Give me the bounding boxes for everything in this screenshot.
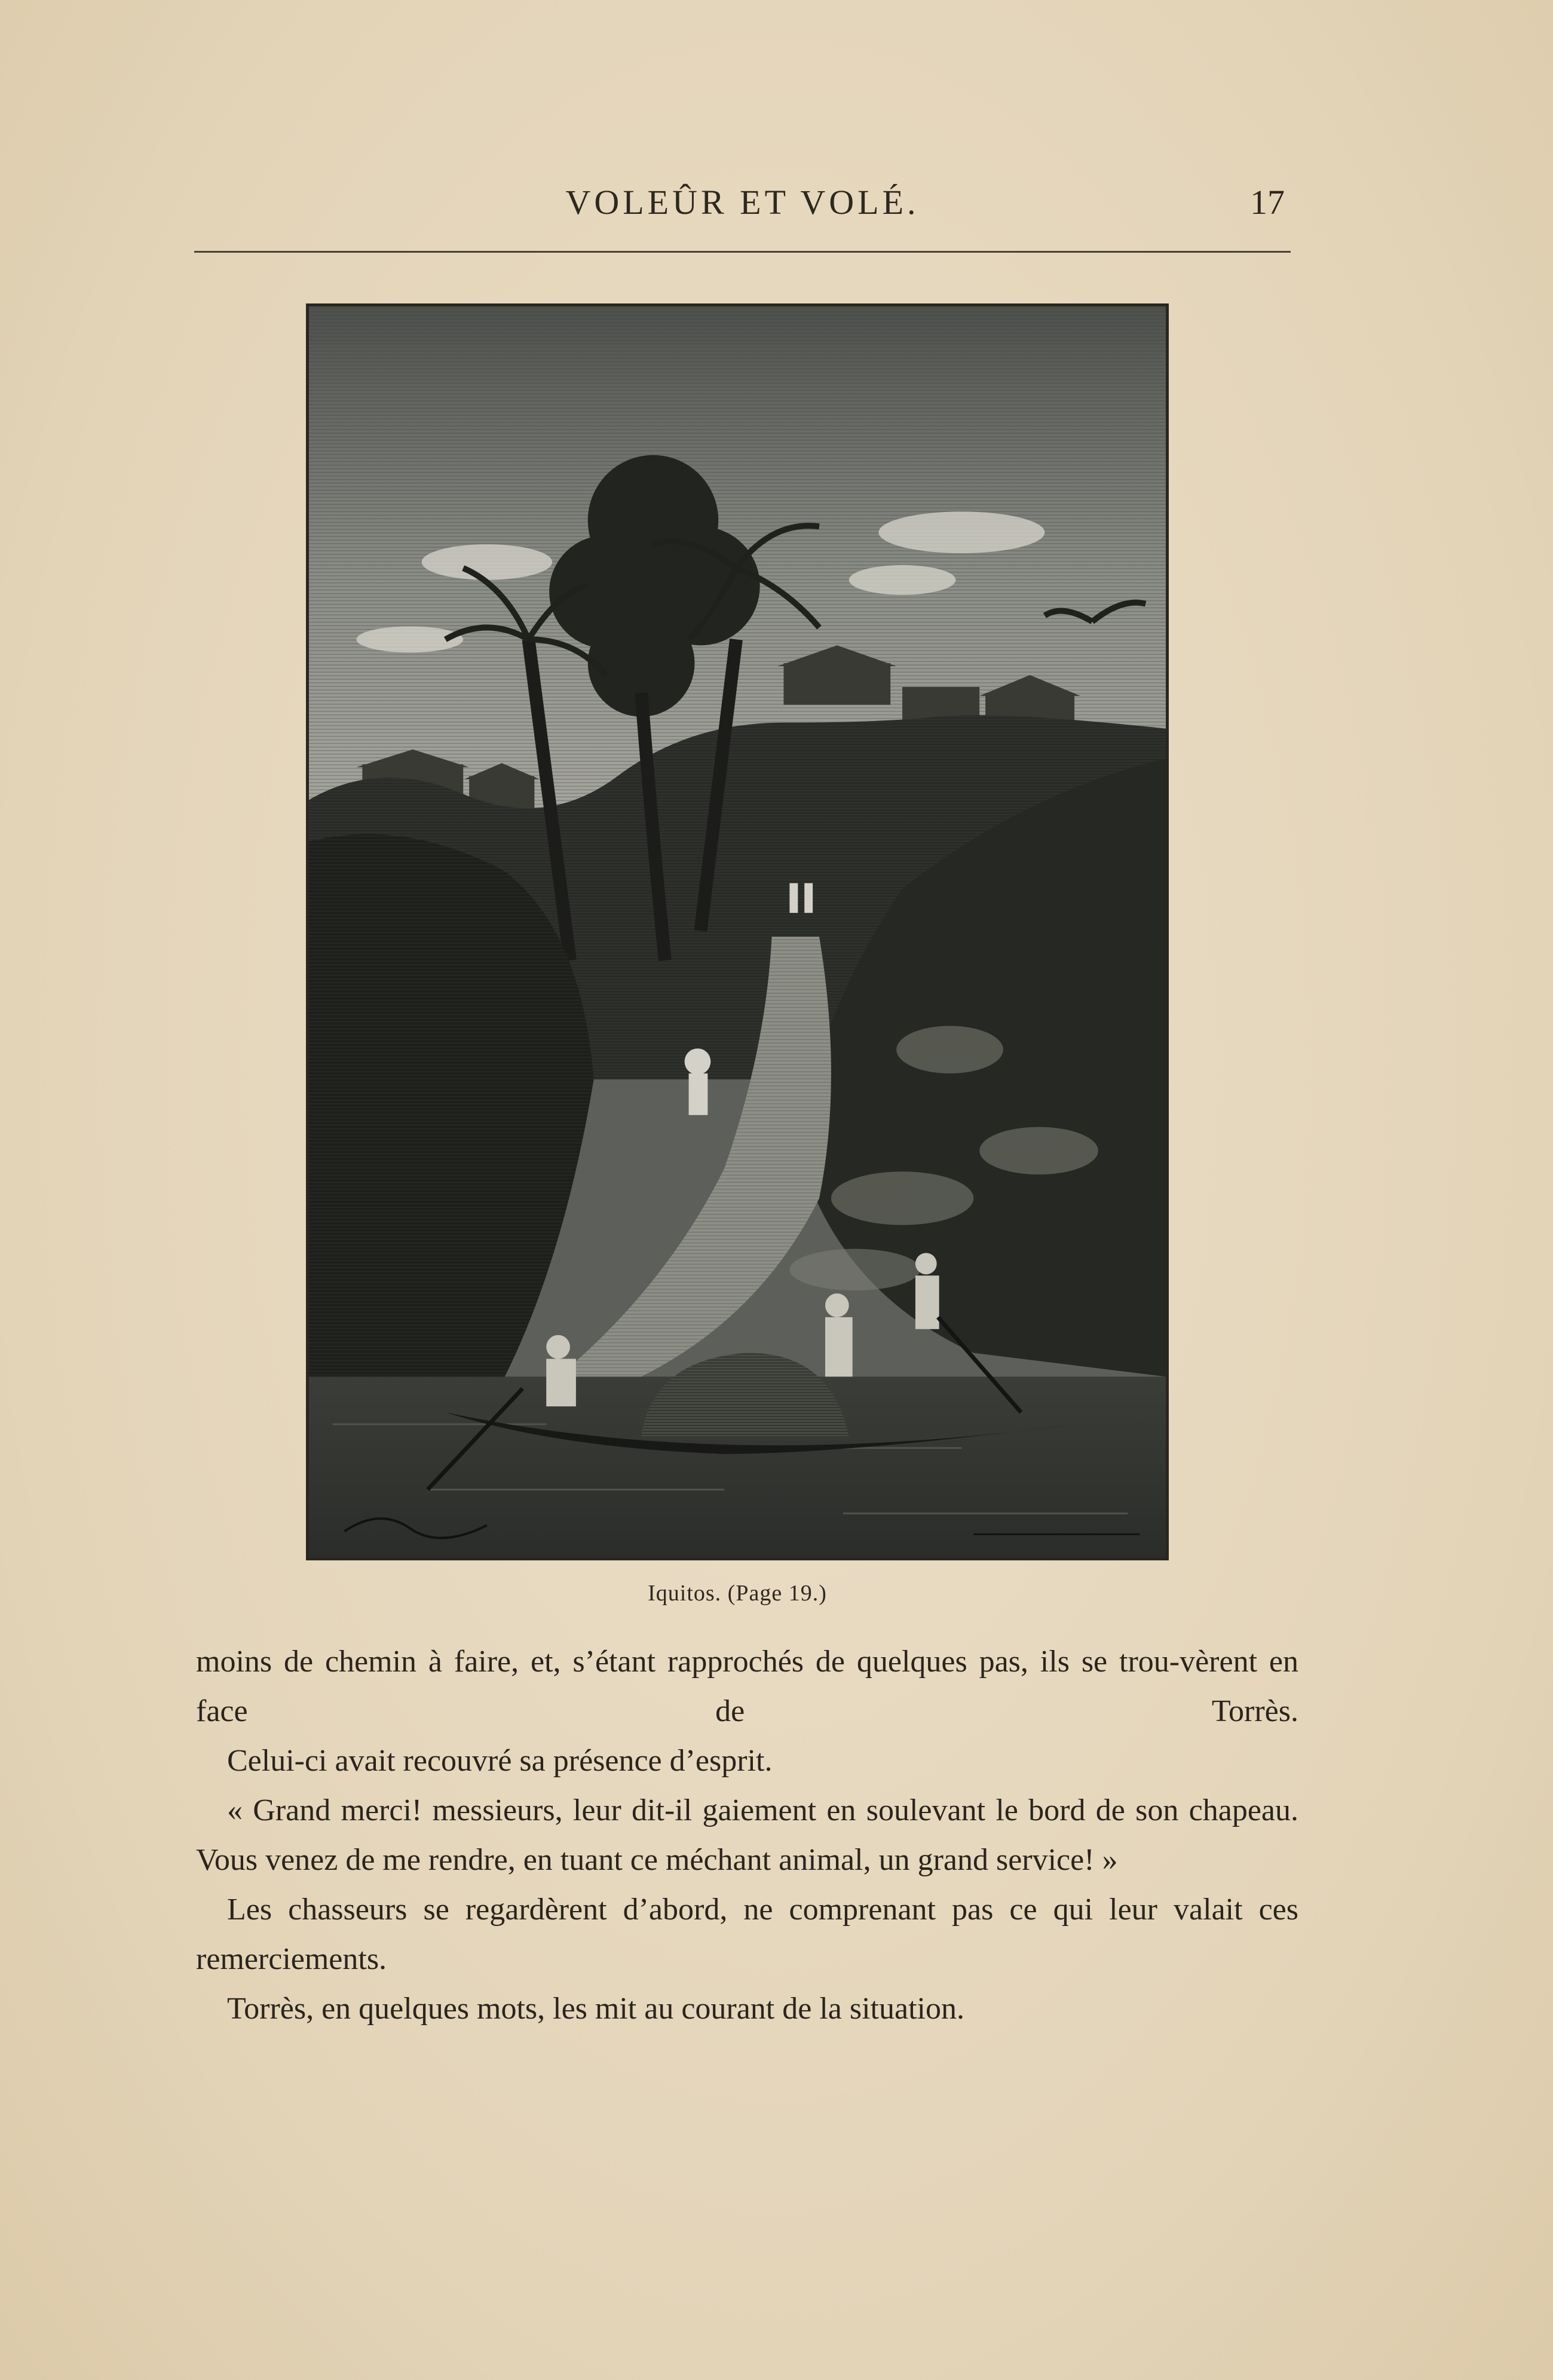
page-number: 17 <box>1250 183 1285 222</box>
illustration-caption: Iquitos. (Page 19.) <box>648 1581 827 1606</box>
paragraph: « Grand merci! messieurs, leur dit-il gaiement en soulevant le bord de son chapeau. Vous venez de me rendre, en tuant ce méchant animal, un grand service! » <box>196 1793 1298 1877</box>
header-rule <box>194 251 1291 253</box>
paragraph: Torrès, en quelques mots, les mit au courant de la situation. <box>227 1992 964 2026</box>
paragraph: moins de chemin à faire, et, s’étant rapprochés de quelques pas, ils se trou-vèrent en face de Torrès. <box>196 1645 1298 1728</box>
running-head <box>194 182 1291 230</box>
paragraph: Celui-ci avait recouvré sa présence d’esprit. <box>227 1744 773 1778</box>
body-text <box>196 1637 1298 2034</box>
paragraph: Les chasseurs se regardèrent d’abord, ne comprenant pas ce qui leur valait ces remerciements. <box>196 1893 1298 1976</box>
engraving-drawing <box>309 306 1166 1557</box>
engraving-illustration <box>306 303 1169 1560</box>
running-title: VOLEÛR ET VOLÉ. <box>565 183 920 222</box>
